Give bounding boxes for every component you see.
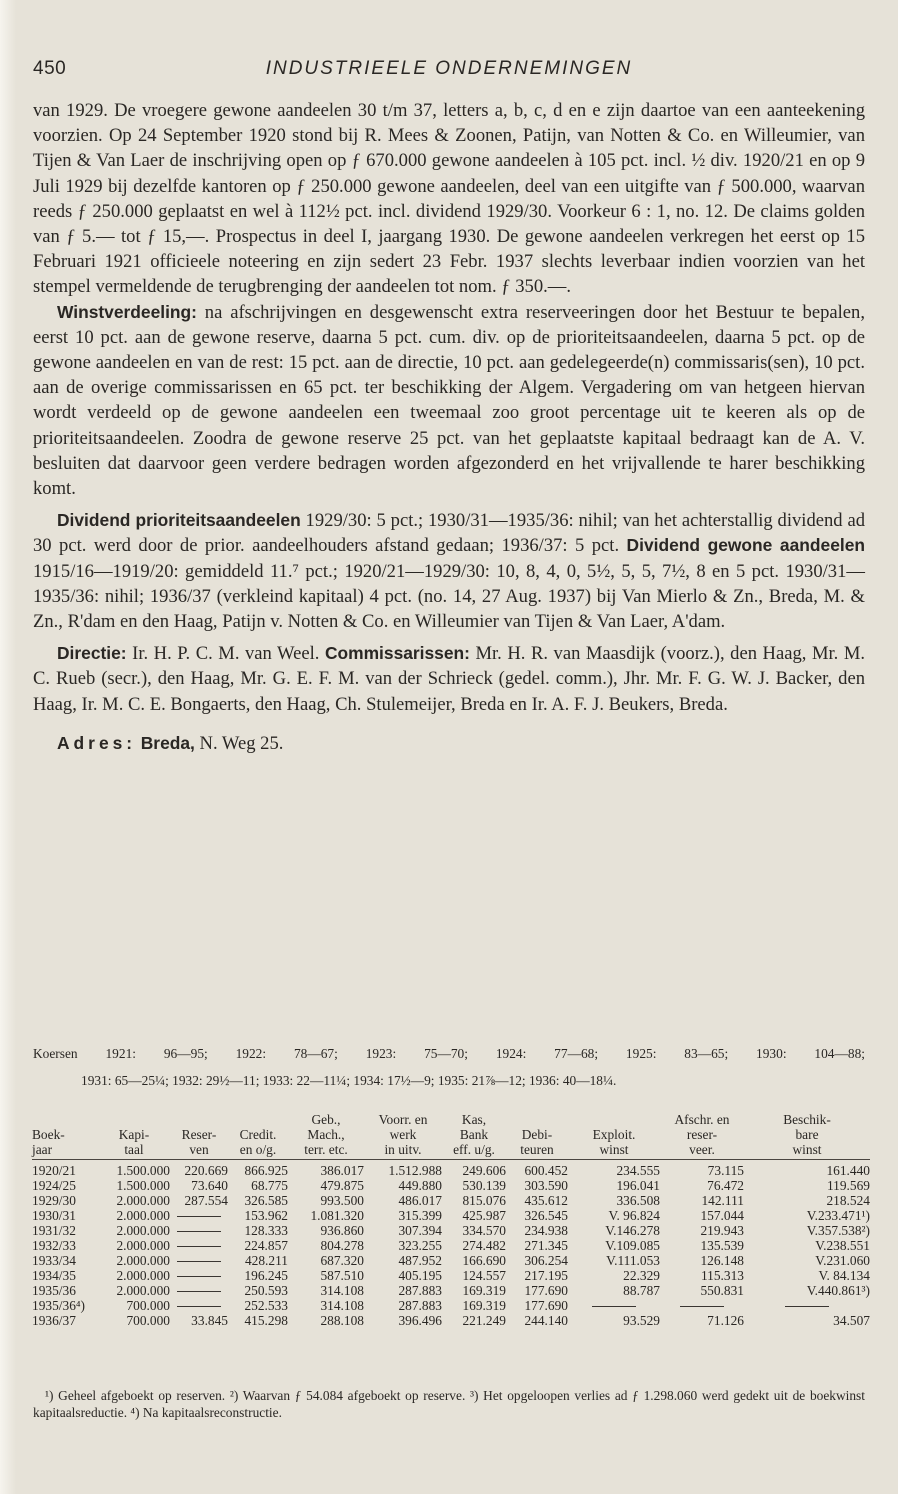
table-cell: 314.108 (320, 1298, 364, 1313)
column-header: veer. (660, 1142, 744, 1160)
column-header: Geb., (311, 1112, 341, 1127)
table-cell: 936.860 (320, 1223, 364, 1238)
dividend-gewone-text: 1915/16—1919/20: gemiddeld 11.⁷ pct.; 1920/21—1929/30: 10, 8, 4, 0, 5½, 5, 5, 7½, 8 en 5 pct. 1930/31—1935/36: nihil; 1936/37 (verkleind kapitaal) 4 pct. (no. 14, 27 Aug. 1937) bij Van Mierlo & Zn., Breda, M. & Zn., R'dam en den Haag, Patijn v. Notten & Co. en Willeumier van Tijen & Van Laer, A'dam. (33, 560, 865, 633)
column-header: en o/g. (228, 1142, 288, 1160)
directie-label: Directie: (57, 643, 127, 664)
table-cell: 415.298 (244, 1313, 288, 1328)
column-header (32, 1112, 98, 1127)
table-cell: 249.606 (462, 1163, 506, 1178)
table-cell: 314.108 (320, 1283, 364, 1298)
table-cell: 135.539 (700, 1238, 744, 1253)
column-header: jaar (32, 1142, 98, 1160)
table-cell: 274.482 (462, 1238, 506, 1253)
table-cell: 396.496 (398, 1313, 442, 1328)
table-row (32, 1193, 870, 1208)
column-header (98, 1112, 170, 1127)
column-header: taal (98, 1142, 170, 1160)
table-cell: 336.508 (616, 1193, 660, 1208)
header-row (32, 1127, 870, 1142)
table-cell: 219.943 (700, 1223, 744, 1238)
page-edge (0, 0, 16, 1494)
table-cell: 221.249 (462, 1313, 506, 1328)
table-cell: 252.533 (244, 1298, 288, 1313)
table-cell: 22.329 (623, 1268, 660, 1283)
table-cell: 449.880 (398, 1178, 442, 1193)
table-cell: 687.320 (320, 1253, 364, 1268)
table-cell: 73.115 (707, 1163, 744, 1178)
column-header (228, 1112, 288, 1127)
table-row (32, 1223, 870, 1238)
directie-text: Ir. H. P. C. M. van Weel. (126, 643, 325, 665)
table-cell: 196.041 (616, 1178, 660, 1193)
column-header: Mach., (307, 1127, 345, 1142)
table-cell: 386.017 (320, 1163, 364, 1178)
boekjaar-cell: 1920/21 (32, 1163, 76, 1178)
table-cell: 487.952 (398, 1253, 442, 1268)
paragraph-prospectus: van 1929. De vroegere gewone aandeelen 30 t/m 37, letters a, b, c, d en e zijn daartoe van een aanteekening voorzien. Op 24 September 1920 stond bij R. Mees & Zoonen, Patijn, van Notten & Co. en Willeumier, van Tijen & Van Laer de inschrijving open op ƒ 670.000 gewone aandeelen à 105 pct. incl. ½ div. 1920/21 en op 9 Juli 1929 bij dezelfde kantoren op ƒ 250.000 gewone aandeelen, deel van een uitgifte van ƒ 500.000, waarvan reeds ƒ 250.000 geplaatst en wel à 112½ pct. incl. dividend 1929/30. Voorkeur 6 : 1, no. 12. De claims golden van ƒ 5.— tot ƒ 15,—. Prospectus in deel I, jaargang 1930. De gewone aandeelen verkregen het eerst op 15 Februari 1921 officieele noteering en zijn sedert 23 Febr. 1937 slechts leverbaar indien voorzien van het stempel vermeldende de terugbrenging der aandeelen tot nom. ƒ 350.—. (33, 100, 865, 298)
dash-rule (177, 1246, 221, 1247)
column-header: Boek- (32, 1127, 65, 1142)
table-row (32, 1160, 870, 1179)
koersen-block (33, 1040, 865, 1094)
table-cell: V.109.085 (605, 1238, 660, 1253)
table-cell: 425.987 (462, 1208, 506, 1223)
empty-cell (744, 1298, 870, 1313)
table-cell: 1.081.320 (310, 1208, 364, 1223)
empty-cell (170, 1253, 228, 1268)
table-row (32, 1253, 870, 1268)
table-cell: 550.831 (700, 1283, 744, 1298)
table-cell: 326.585 (244, 1193, 288, 1208)
boekjaar-cell: 1931/32 (32, 1223, 76, 1238)
empty-cell (568, 1298, 660, 1313)
table-cell: 71.126 (707, 1313, 744, 1328)
column-header: Debi- (521, 1127, 553, 1142)
column-header: Voorr. en (378, 1112, 428, 1127)
table-cell: 2.000.000 (116, 1223, 170, 1238)
table-cell: 124.557 (462, 1268, 506, 1283)
column-header: bare (795, 1127, 819, 1142)
column-header (568, 1112, 660, 1127)
dash-rule (680, 1306, 724, 1307)
column-header: Afschr. en (674, 1112, 730, 1127)
table-cell: 34.507 (833, 1313, 870, 1328)
column-header: Reser- (181, 1127, 217, 1142)
table-cell: 218.524 (826, 1193, 870, 1208)
footnotes: ¹) Geheel afgeboekt op reserven. ²) Waarvan ƒ 54.084 afgeboekt op reserve. ³) Het opgeloopen verlies ad ƒ 1.298.060 werd gedekt uit de boekwinst kapitaalsreductie. ⁴) Na kapitaalsreconstructie. (33, 1388, 865, 1420)
boekjaar-cell: 1935/36⁴) (32, 1298, 86, 1313)
table-cell: 428.211 (244, 1253, 288, 1268)
empty-cell (170, 1238, 228, 1253)
table-cell: 271.345 (524, 1238, 568, 1253)
column-header: winst (744, 1142, 870, 1160)
table-cell: 166.690 (462, 1253, 506, 1268)
empty-cell (170, 1298, 228, 1313)
table-cell: 2.000.000 (116, 1253, 170, 1268)
table-cell: 2.000.000 (116, 1283, 170, 1298)
table-cell: 169.319 (462, 1298, 506, 1313)
table-cell: 128.333 (244, 1223, 288, 1238)
column-header: Kapi- (118, 1127, 150, 1142)
empty-cell (170, 1208, 228, 1223)
financial-table (32, 1112, 870, 1328)
header-row (32, 1112, 870, 1127)
column-header: in uitv. (364, 1142, 442, 1160)
table-cell: V.111.053 (606, 1253, 660, 1268)
column-header: werk (389, 1127, 417, 1142)
koersen-line-1: Koersen 1921: 96—95; 1922: 78—67; 1923: 75—70; 1924: 77—68; 1925: 83—65; 1930: 104—88; (33, 1046, 865, 1061)
table-cell: 119.569 (826, 1178, 870, 1193)
table-cell: 600.452 (524, 1163, 568, 1178)
boekjaar-cell: 1924/25 (32, 1178, 76, 1193)
table-cell: 866.925 (244, 1163, 288, 1178)
table-cell: 234.938 (524, 1223, 568, 1238)
table-cell: 126.148 (700, 1253, 744, 1268)
table-cell: 306.254 (524, 1253, 568, 1268)
column-header: reser- (686, 1127, 718, 1142)
column-header: terr. etc. (288, 1142, 364, 1160)
table-cell: V.146.278 (605, 1223, 660, 1238)
koersen-line-2: 1931: 65—25¼; 1932: 29½—11; 1933: 22—11¼; 1934: 17½—9; 1935: 21⅞—12; 1936: 40—18¼. (81, 1073, 617, 1088)
table-cell: 323.255 (398, 1238, 442, 1253)
adres-label: Adres: (57, 732, 137, 753)
table-cell: 700.000 (126, 1298, 170, 1313)
boekjaar-cell: 1929/30 (32, 1193, 76, 1208)
table-cell: 250.593 (244, 1283, 288, 1298)
adres-text: N. Weg 25. (194, 732, 284, 754)
table-cell: 804.278 (320, 1238, 364, 1253)
table-cell: 33.845 (191, 1313, 228, 1328)
column-header: eff. u/g. (442, 1142, 506, 1160)
dividend-prior-label: Dividend prioriteitsaandeelen (57, 510, 301, 531)
table-cell: 73.640 (191, 1178, 228, 1193)
column-header (170, 1112, 228, 1127)
table-row (32, 1268, 870, 1283)
boekjaar-cell: 1930/31 (32, 1208, 76, 1223)
empty-cell (170, 1268, 228, 1283)
table-cell: 93.529 (623, 1313, 660, 1328)
table-cell: 88.787 (623, 1283, 660, 1298)
column-header (506, 1112, 568, 1127)
table-cell: 2.000.000 (116, 1268, 170, 1283)
table-cell: 993.500 (320, 1193, 364, 1208)
table-cell: 234.555 (616, 1163, 660, 1178)
adres-city: Breda, (140, 732, 195, 753)
column-header: Beschik- (783, 1112, 831, 1127)
dash-rule (785, 1306, 829, 1307)
table-cell: 315.399 (398, 1208, 442, 1223)
table-cell: 2.000.000 (116, 1238, 170, 1253)
column-header: Credit. (239, 1127, 277, 1142)
dash-rule (177, 1276, 221, 1277)
table-cell: 479.875 (320, 1178, 364, 1193)
table-cell: 177.690 (524, 1283, 568, 1298)
table-cell: V.440.861³) (806, 1283, 870, 1298)
body-text (33, 98, 865, 756)
table-cell: 303.590 (524, 1178, 568, 1193)
table-cell: 700.000 (126, 1313, 170, 1328)
table-cell: 307.394 (398, 1223, 442, 1238)
paragraph-directie (33, 641, 865, 717)
dash-rule (177, 1231, 221, 1232)
table-cell: 815.076 (462, 1193, 506, 1208)
running-title: INDUSTRIEELE ONDERNEMINGEN (265, 58, 633, 79)
table-row (32, 1238, 870, 1253)
column-header: Exploit. (592, 1127, 636, 1142)
commissarissen-label: Commissarissen: (324, 643, 470, 664)
table-cell: V.231.060 (815, 1253, 870, 1268)
table-cell: 587.510 (320, 1268, 364, 1283)
boekjaar-cell: 1934/35 (32, 1268, 76, 1283)
boekjaar-cell: 1932/33 (32, 1238, 76, 1253)
page-header (33, 58, 865, 88)
table-cell: 169.319 (462, 1283, 506, 1298)
winstverdeeling-label: Winstverdeeling: (57, 301, 197, 322)
table-cell: V. 84.134 (818, 1268, 870, 1283)
table-cell: V.238.551 (815, 1238, 870, 1253)
table-cell: 157.044 (700, 1208, 744, 1223)
table-cell: 161.440 (826, 1163, 870, 1178)
table-cell: 115.313 (700, 1268, 744, 1283)
table-row (32, 1178, 870, 1193)
table-cell: 435.612 (524, 1193, 568, 1208)
column-header: ven (170, 1142, 228, 1160)
boekjaar-cell: 1935/36 (32, 1283, 76, 1298)
column-header: Bank (459, 1127, 489, 1142)
table-body (32, 1160, 870, 1329)
table-cell: 217.195 (524, 1268, 568, 1283)
column-header: winst (568, 1142, 660, 1160)
dash-rule (177, 1306, 221, 1307)
table-cell: 334.570 (462, 1223, 506, 1238)
table-cell: 326.545 (524, 1208, 568, 1223)
column-header: teuren (506, 1142, 568, 1160)
table-row (32, 1208, 870, 1223)
table-cell: V.233.471¹) (806, 1208, 870, 1223)
table-cell: 142.111 (701, 1193, 744, 1208)
table-cell: 2.000.000 (116, 1208, 170, 1223)
boekjaar-cell: 1936/37 (32, 1313, 76, 1328)
table-cell: 68.775 (251, 1178, 288, 1193)
column-header: Kas, (461, 1112, 487, 1127)
table-row (32, 1313, 870, 1328)
table-cell: 530.139 (462, 1178, 506, 1193)
commissarissen-text: Mr. H. R. van Maasdijk (voorz.), den Haag, Mr. M. C. Rueb (secr.), den Haag, Mr. G. E. F. M. van der Schrieck (gedel. comm.), Jhr. Mr. F. G. W. J. Backer, den Haag, Ir. M. C. E. Bongaerts, den Haag, Ch. Stulemeijer, Breda en Ir. A. F. J. Beukers, Breda. (33, 643, 865, 715)
table-cell: V.357.538²) (806, 1223, 870, 1238)
table-cell: 486.017 (398, 1193, 442, 1208)
header-row (32, 1142, 870, 1160)
table-row (32, 1298, 870, 1313)
dash-rule (592, 1306, 636, 1307)
table-cell: 224.857 (244, 1238, 288, 1253)
dash-rule (177, 1291, 221, 1292)
empty-cell (660, 1298, 744, 1313)
table-cell: V. 96.824 (608, 1208, 660, 1223)
table-cell: 153.962 (244, 1208, 288, 1223)
dash-rule (177, 1261, 221, 1262)
empty-cell (170, 1283, 228, 1298)
table-cell: 1.500.000 (116, 1163, 170, 1178)
paragraph-winstverdeeling (33, 300, 865, 502)
paragraph-dividend (33, 508, 865, 634)
dividend-gewone-label: Dividend gewone aandeelen (626, 535, 865, 556)
table-cell: 196.245 (244, 1268, 288, 1283)
table-row (32, 1283, 870, 1298)
table-cell: 287.883 (398, 1298, 442, 1313)
table-cell: 1.500.000 (116, 1178, 170, 1193)
boekjaar-cell: 1933/34 (32, 1253, 76, 1268)
winstverdeeling-text: na afschrijvingen en desgewenscht extra reserveeringen door het Bestuur te bepalen, eerst 10 pct. aan de gewone reserve, daarna 5 pct. cum. div. op de prioriteitsaandeelen, daarna 5 pct. op de gewone aandeelen en van de rest: 15 pct. aan de directie, 10 pct. aan gedelegeerde(n) commissaris(sen), 10 pct. aan de overige commissarissen en 65 pct. ter beschikking der Algem. Vergadering om van hetgeen hiervan wordt verdeeld op de gewone aandeelen een tweemaal zoo groot percentage uit te keeren als op de prioriteitsaandeelen. Zoodra de gewone reserve 25 pct. van het geplaatste kapitaal bedraagt kan de A. V. besluiten dat daarvoor geen verdere bedragen worden afgezonderd en het vrijvallende te harer beschikking komt. (33, 301, 865, 500)
table-cell: 177.690 (524, 1298, 568, 1313)
table-cell: 287.883 (398, 1283, 442, 1298)
table-cell: 1.512.988 (388, 1163, 442, 1178)
page-number: 450 (33, 58, 67, 79)
table-cell: 288.108 (320, 1313, 364, 1328)
table-cell: 220.669 (184, 1163, 228, 1178)
table-cell: 405.195 (398, 1268, 442, 1283)
table-cell: 244.140 (524, 1313, 568, 1328)
dividend-prior-text: 1929/30: 5 pct.; 1930/31—1935/36: nihil; van het achterstallig dividend ad 30 pct. werd door de prior. aandeelhouders afstand gedaan; 1936/37: 5 pct. (33, 510, 865, 557)
table-cell: 287.554 (184, 1193, 228, 1208)
table-cell: 2.000.000 (116, 1193, 170, 1208)
table-header (32, 1112, 870, 1160)
table-cell: 76.472 (707, 1178, 744, 1193)
empty-cell (170, 1223, 228, 1238)
dash-rule (177, 1216, 221, 1217)
paragraph-adres (33, 731, 865, 756)
